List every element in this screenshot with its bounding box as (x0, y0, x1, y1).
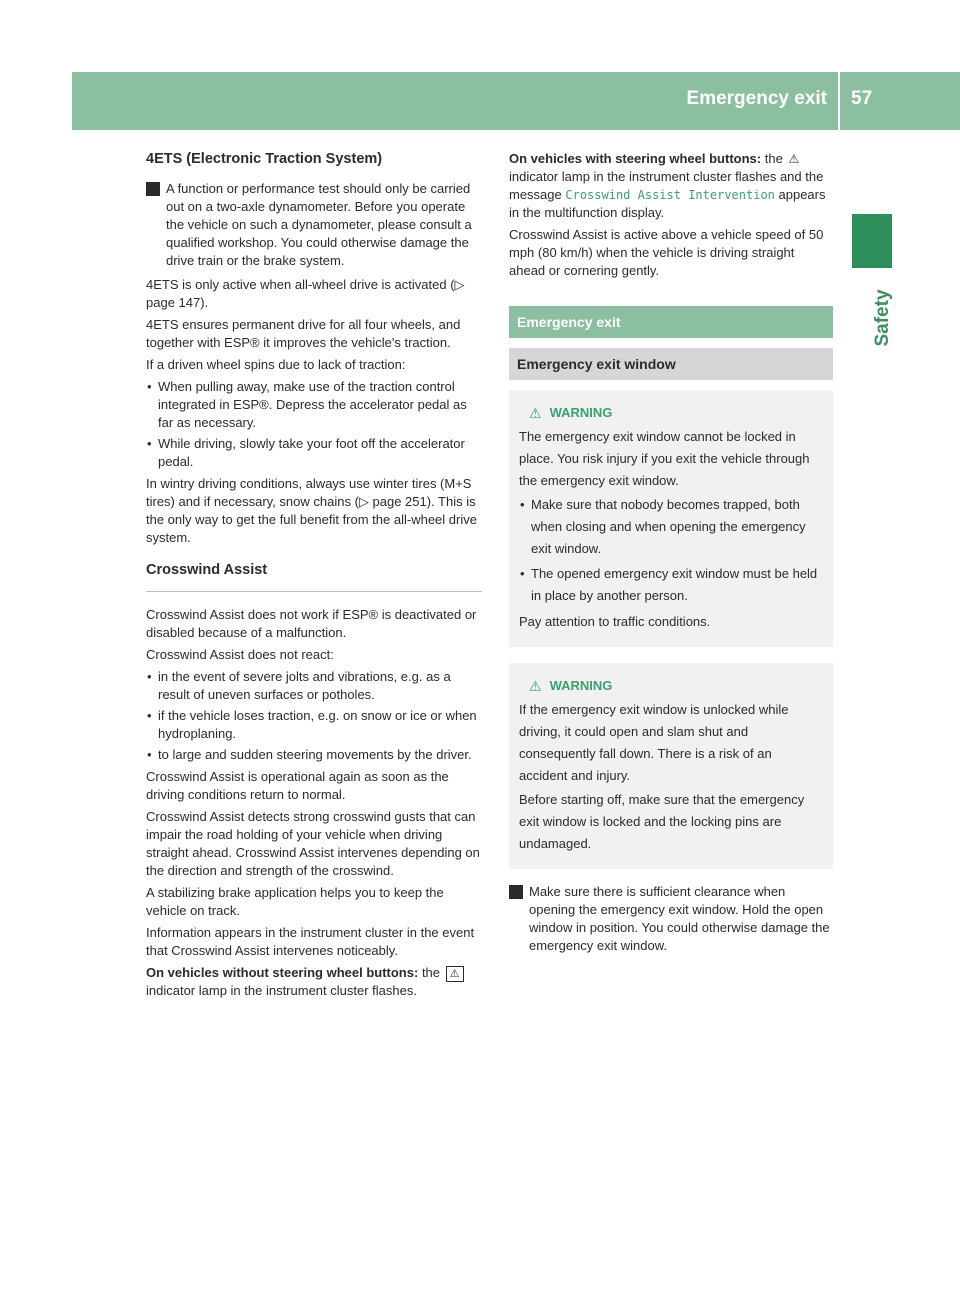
crosswind-paragraph-6: Information appears in the instrument cluster in the event that Crosswind Assist intervenes noticeably. (146, 925, 475, 958)
note-square-icon (146, 182, 160, 196)
list-item: • Make sure that nobody becomes trapped, both when closing and when opening the emergency exit window. (519, 494, 823, 560)
subsection-header-emergency-exit-window: Emergency exit window (509, 348, 833, 380)
etfs-paragraph-3: If a driven wheel spins due to lack of traction: (146, 357, 406, 372)
warning-triangle-icon: ⚠ (529, 678, 542, 694)
warning-header (529, 402, 823, 424)
list-item: • When pulling away, make use of the traction control integrated in ESP®. Depress the accelerator pedal as far as necessary. (146, 378, 482, 432)
list-item: • to large and sudden steering movements by the driver. (146, 746, 482, 764)
page-number: 57 (851, 88, 873, 109)
etfs-paragraph-1: 4ETS is only active when all-wheel drive is activated (▷ page 147). (146, 277, 465, 310)
crosswind-heading: Crosswind Assist (146, 562, 268, 578)
etfs-paragraph-4: In wintry driving conditions, always use winter tires (M+S tires) and if necessary, snow chains (▷ page 251). This is the only way to get the full benefit from the all-wheel drive system. (146, 476, 477, 545)
header-separator (838, 72, 840, 130)
steering-buttons-paragraph (509, 150, 833, 222)
right-column (509, 150, 833, 961)
etfs-note (146, 180, 482, 270)
crosswind-indicator-icon: ⚠ (788, 152, 800, 166)
crosswind-paragraph-7 (146, 964, 482, 1000)
warning-2-paragraph-1: If the emergency exit window is unlocked while driving, it could open and slam shut and consequently fall down. There is a risk of an accident and injury. (519, 702, 789, 783)
heading-divider (146, 591, 482, 592)
crosswind-warning-lamp-icon: ⚠ (446, 966, 464, 982)
steering-text-1: indicator lamp in the instrument cluster flashes and the message (509, 169, 824, 202)
side-tab-marker (852, 214, 892, 268)
crosswind-bullet-list (146, 668, 482, 764)
list-item: • if the vehicle loses traction, e.g. on snow or ice or when hydroplaning. (146, 707, 482, 743)
list-item: • The opened emergency exit window must be held in place by another person. (519, 563, 823, 607)
warning-box-2 (509, 663, 833, 869)
warning-triangle-icon: ⚠ (529, 405, 542, 421)
crosswind-speed-paragraph: Crosswind Assist is active above a vehicle speed of 50 mph (80 km/h) when the vehicle is driving straight ahead or cornering gently. (509, 227, 824, 278)
etfs-note-text: A function or performance test should only be carried out on a two-axle dynamometer. Before you operate the vehicle on such a dynamometer, please consult a qualified workshop. You could otherwise damage the drive train or the brake system. (166, 181, 472, 268)
steering-buttons-label: On vehicles with steering wheel buttons: (509, 151, 762, 166)
warning-1-bullets (519, 494, 823, 607)
warning-1-paragraph-1: The emergency exit window cannot be locked in place. You risk injury if you exit the vehicle through the emergency exit window. (519, 429, 810, 488)
crosswind-paragraph-2: Crosswind Assist does not react: (146, 647, 334, 662)
steering-text-2: appears in the multifunction display. (509, 187, 826, 220)
note-square-icon (509, 885, 523, 899)
crosswind-paragraph-4: Crosswind Assist detects strong crosswind gusts that can impair the road holding of your vehicle when driving straight ahead. Crosswind Assist intervenes depending on the direction and strength of the crosswind. (146, 809, 480, 878)
warning-label: WARNING (549, 678, 613, 693)
side-chapter-label: Safety (872, 289, 893, 347)
warning-label: WARNING (549, 405, 613, 420)
crosswind-paragraph-1: Crosswind Assist does not work if ESP® is deactivated or disabled because of a malfunction. (146, 607, 477, 640)
warning-box-1 (509, 390, 833, 647)
page-title: Emergency exit (686, 88, 827, 109)
etfs-heading: 4ETS (Electronic Traction System) (146, 151, 383, 167)
crosswind-paragraph-5: A stabilizing brake application helps you to keep the vehicle on track. (146, 885, 444, 918)
etfs-paragraph-2: 4ETS ensures permanent drive for all four wheels, and together with ESP® it improves the vehicle's traction. (146, 317, 461, 350)
list-item: • in the event of severe jolts and vibrations, e.g. as a result of uneven surfaces or potholes. (146, 668, 482, 704)
list-item: • While driving, slowly take your foot off the accelerator pedal. (146, 435, 482, 471)
section-header-emergency-exit: Emergency exit (509, 306, 833, 338)
warning-2-paragraph-2: Before starting off, make sure that the emergency exit window is locked and the locking pins are undamaged. (519, 792, 805, 851)
left-column (146, 150, 482, 1004)
crosswind-paragraph-3: Crosswind Assist is operational again as soon as the driving conditions return to normal. (146, 769, 449, 802)
crosswind-p7-pre: the (421, 965, 441, 980)
exit-window-note (509, 883, 833, 955)
crosswind-no-buttons-label: On vehicles without steering wheel buttons: (146, 965, 419, 980)
exit-window-note-text: Make sure there is sufficient clearance when opening the emergency exit window. Hold the open window in position. You could otherwise damage the emergency exit window. (529, 884, 830, 953)
crosswind-p7-post: indicator lamp in the instrument cluster flashes. (146, 983, 417, 998)
display-message: Crosswind Assist Intervention (565, 188, 775, 202)
warning-header (529, 675, 823, 697)
steering-the: the (764, 151, 783, 166)
warning-1-paragraph-2: Pay attention to traffic conditions. (519, 614, 711, 629)
etfs-bullet-list (146, 378, 482, 471)
